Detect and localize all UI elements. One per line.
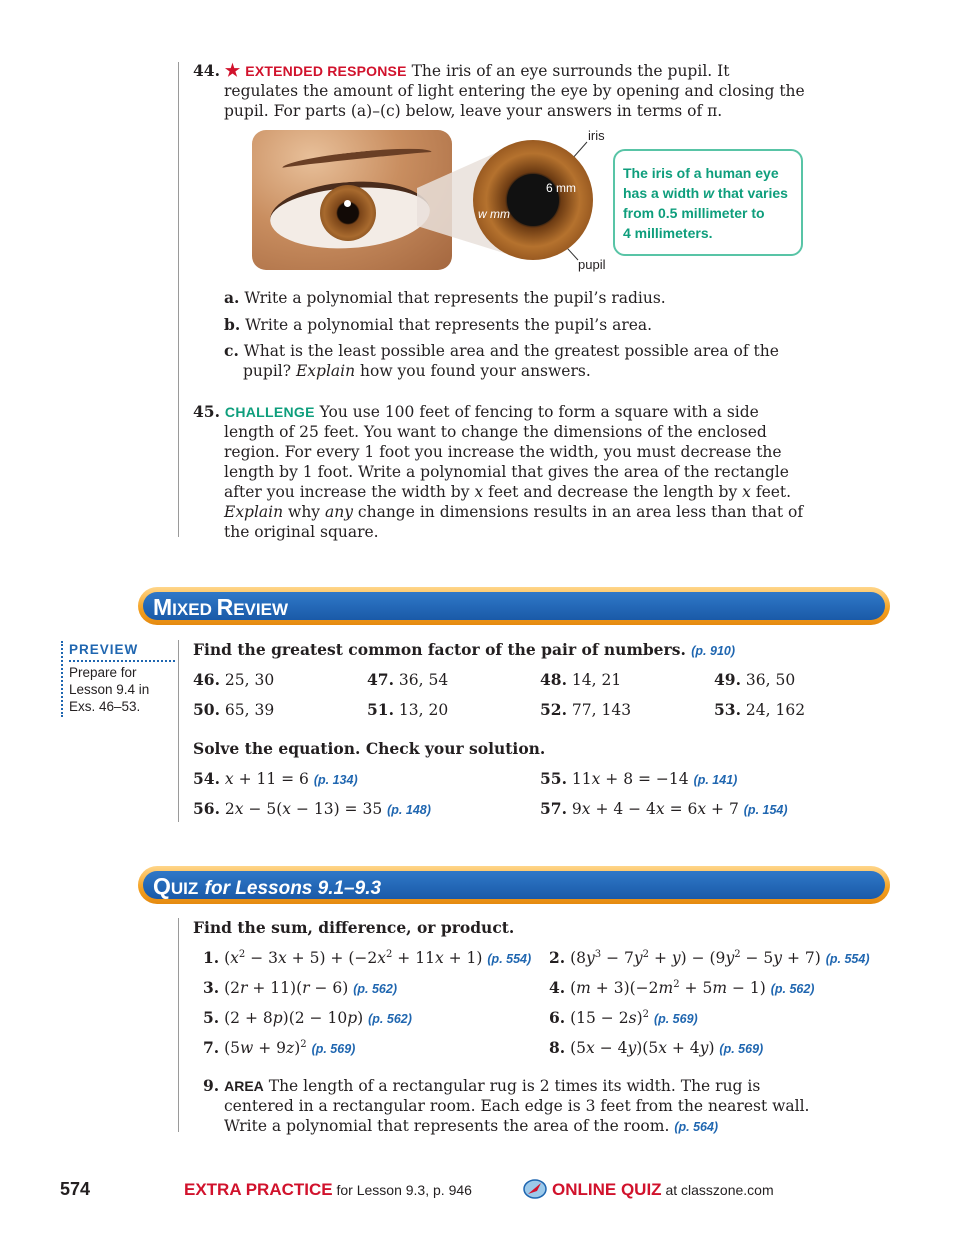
page-reference[interactable]: (p. 554) xyxy=(825,952,870,966)
margin-rule-quiz xyxy=(178,918,179,1132)
part-a: a. Write a polynomial that represents the pupil’s radius. xyxy=(224,288,666,307)
list-item: 51. 13, 20 xyxy=(367,700,449,719)
callout-line: from 0.5 millimeter to xyxy=(623,205,765,221)
page-reference[interactable]: (p. 910) xyxy=(691,644,736,658)
page-reference[interactable]: (p. 148) xyxy=(387,803,431,817)
quiz-item-4: 4. $(m + 3)(-2m^2 + 5m - 1)$ (p. 562) xyxy=(549,978,815,997)
margin-rule-top xyxy=(178,62,179,537)
list-item: 48. 14, 21 xyxy=(540,670,622,689)
callout-line: 4 millimeters. xyxy=(623,225,713,241)
page-reference[interactable]: (p. 554) xyxy=(487,952,532,966)
quiz-item-7: 7. $(5w + 9z)^2$ (p. 569) xyxy=(203,1038,356,1057)
list-item: 47. 36, 54 xyxy=(367,670,449,689)
star-icon: ★ xyxy=(224,61,241,80)
list-item: 53. 24, 162 xyxy=(714,700,806,719)
page-reference[interactable]: (p. 569) xyxy=(653,1012,698,1026)
text-line: pupil. For parts (a)–(c) below, leave your answers in terms of π. xyxy=(224,102,723,120)
iris-width-dimension: w mm xyxy=(478,207,510,221)
page-number: 574 xyxy=(60,1179,91,1199)
text-line: The iris of an eye surrounds the pupil. It xyxy=(411,62,730,80)
page-reference[interactable]: (p. 134) xyxy=(313,773,358,787)
online-quiz-link[interactable]: ONLINE QUIZ at classzone.com xyxy=(552,1180,774,1199)
iris-callout xyxy=(613,149,803,256)
page-reference[interactable]: (p. 154) xyxy=(743,803,788,817)
challenge-tag: CHALLENGE xyxy=(224,404,315,420)
gcf-instructions: Find the greatest common factor of the pair of numbers. (p. 910) xyxy=(193,640,736,659)
pupil-dimension: 6 mm xyxy=(546,181,576,195)
quiz-instructions: Find the sum, difference, or product. xyxy=(193,918,515,937)
preview-dots xyxy=(61,641,63,717)
equation-57: 57. 9x + 4 − 4x = 6x + 7 (p. 154) xyxy=(540,799,788,818)
part-b: b. Write a polynomial that represents the pupil’s area. xyxy=(224,315,653,334)
quiz-banner xyxy=(138,866,890,904)
list-item: 50. 65, 39 xyxy=(193,700,275,719)
text-line: regulates the amount of light entering the eye by opening and closing the xyxy=(224,82,805,100)
page-reference[interactable]: (p. 569) xyxy=(719,1042,764,1056)
mixed-review-title: MIXED REVIEW xyxy=(153,594,288,620)
page-reference[interactable]: (p. 562) xyxy=(770,982,815,996)
margin-rule-mixed xyxy=(178,640,179,822)
preview-label: PREVIEW xyxy=(69,642,139,657)
exercise-45: 45. CHALLENGE You use 100 feet of fencing to form a square with a side length of 25 feet. You want to change the dimensions of the enclosed region. For every 1 foot you increase the width, you must decrease the length by 1 foot. Write a polynomial that gives the area of the rectangle after you increase the width by x feet and decrease the length by x feet. Explain why any change in dimensions results in an area less than that of the original square. xyxy=(193,402,804,541)
equation-instructions: Solve the equation. Check your solution. xyxy=(193,739,546,758)
exercise-number: 45. xyxy=(193,402,220,421)
equation-54: 54. x + 11 = 6 (p. 134) xyxy=(193,769,358,788)
quiz-item-3: 3. (2r + 11)(r − 6) (p. 562) xyxy=(203,978,397,997)
page-reference[interactable]: (p. 564) xyxy=(674,1120,719,1134)
list-item: 52. 77, 143 xyxy=(540,700,632,719)
quiz-title: QUIZ for Lessons 9.1–9.3 xyxy=(153,873,382,899)
callout-line: The iris of a human eye xyxy=(623,165,779,181)
exercise-44 xyxy=(193,61,805,121)
page-reference[interactable]: (p. 562) xyxy=(353,982,397,996)
page-reference[interactable]: (p. 562) xyxy=(368,1012,412,1026)
page-reference[interactable]: (p. 569) xyxy=(311,1042,356,1056)
list-item: 49. 36, 50 xyxy=(714,670,796,689)
mixed-review-banner xyxy=(138,587,890,625)
callout-line: has a width w that varies xyxy=(623,185,788,201)
extra-practice-link[interactable]: EXTRA PRACTICE for Lesson 9.3, p. 946 xyxy=(184,1180,472,1199)
preview-underline xyxy=(69,660,175,662)
quiz-item-2: 2. $(8y^3 - 7y^2 + y) - (9y^2 - 5y + 7)$ (p. 554) xyxy=(549,948,870,967)
quiz-item-5: 5. (2 + 8p)(2 − 10p) (p. 562) xyxy=(203,1008,412,1027)
equation-55: 55. 11x + 8 = −14 (p. 141) xyxy=(540,769,738,788)
list-item: 46. 25, 30 xyxy=(193,670,275,689)
area-tag: AREA xyxy=(224,1078,264,1094)
quiz-item-9: 9. AREA The length of a rectangular rug is 2 times its width. The rug is centered in a rectangular room. Each edge is 3 feet from the nearest wall. Write a polynomial that represents the area of the room. (p. 564) xyxy=(203,1076,810,1135)
online-quiz-icon xyxy=(522,1178,548,1200)
quiz-item-1: 1. $(x^2 - 3x + 5) + (-2x^2 + 11x + 1)$ (p. 554) xyxy=(203,948,532,967)
pupil-label: pupil xyxy=(578,257,606,272)
quiz-item-6: 6. $(15 - 2s)^2$ (p. 569) xyxy=(549,1008,698,1027)
page-reference[interactable]: (p. 141) xyxy=(693,773,738,787)
quiz-item-8: 8. (5x − 4y)(5x + 4y) (p. 569) xyxy=(549,1038,764,1057)
equation-56: 56. 2x − 5(x − 13) = 35 (p. 148) xyxy=(193,799,431,818)
part-c: c. What is the least possible area and the greatest possible area of the pupil? Explain how you found your answers. xyxy=(224,341,779,380)
preview-text: Prepare for Lesson 9.4 in Exs. 46–53. xyxy=(69,665,150,714)
iris-label: iris xyxy=(588,128,605,143)
exercise-number: 44. xyxy=(193,61,220,80)
extended-response-tag: EXTENDED RESPONSE xyxy=(245,63,407,79)
